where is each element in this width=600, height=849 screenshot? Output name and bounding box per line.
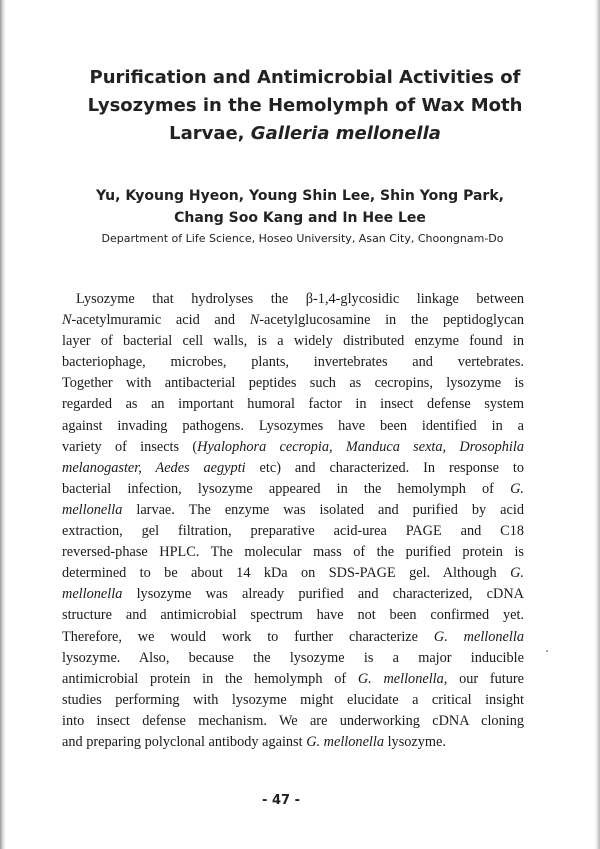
abstract-text: , our future [443, 670, 524, 687]
abstract-italic: mellonella [62, 501, 123, 518]
abstract-italic: G. mellonella [357, 670, 444, 687]
abstract-text: lysozyme. [384, 733, 446, 750]
abstract-line: lysozyme. Also, because the lysozyme is a major inducible [62, 649, 524, 666]
scan-speck [546, 650, 548, 652]
title-species-name: Galleria mellonella [250, 123, 441, 144]
abstract-text: etc) and characterized. In response to [245, 459, 524, 476]
abstract-text: determined to be about 14 kDa on SDS-PAGE gel. Although [62, 565, 497, 582]
abstract-line: Lysozyme that hydrolyses the β-1,4-glycosidic linkage between [76, 291, 524, 307]
abstract-italic: G. [510, 565, 524, 582]
abstract-line [62, 627, 524, 648]
affiliation: Department of Life Science, Hoseo University, Asan City, Choongnam-Do [101, 232, 504, 245]
abstract-text: antimicrobial protein in the hemolymph of [62, 670, 347, 687]
abstract-italic: mellonella [62, 586, 123, 603]
abstract-text: and preparing polyclonal antibody against [62, 733, 303, 750]
abstract-line [62, 458, 524, 479]
abstract-italic: G. mellonella [306, 733, 385, 750]
abstract-line: regarded as an important humoral factor in insect defense system [62, 396, 524, 413]
abstract-line [62, 310, 524, 331]
abstract-italic: N [249, 312, 260, 329]
abstract-line: Together with antibacterial peptides such as cecropins, lysozyme is [62, 375, 524, 392]
abstract-line: structure and antimicrobial spectrum have not been confirmed yet. [62, 607, 524, 624]
abstract-text: -acetylmuramic acid and [71, 312, 236, 329]
abstract-italic: N [62, 312, 72, 329]
title-line-2: Lysozymes in the Hemolymph of Wax Moth [87, 95, 523, 116]
abstract-italic: G. [510, 480, 524, 497]
abstract-body [62, 289, 524, 753]
page-left-edge-shadow [0, 0, 6, 849]
abstract-text: variety of insects ( [62, 438, 198, 455]
abstract-line: against invading pathogens. Lysozymes have been identified in a [62, 417, 524, 434]
abstract-line: layer of bacterial cell walls, is a widely distributed enzyme found in [62, 333, 524, 350]
page-right-edge-shadow [594, 0, 600, 849]
abstract-line [62, 437, 524, 458]
author-list [40, 185, 560, 229]
abstract-italic: Hyalophora cecropia, Manduca sexta, Drosophila [197, 438, 524, 455]
abstract-line: reversed-phase HPLC. The molecular mass of the purified protein is [62, 544, 524, 561]
abstract-italic: G. mellonella [433, 628, 524, 645]
abstract-line [62, 584, 524, 605]
abstract-text: larvae. The enzyme was isolated and purified by acid [122, 501, 524, 518]
abstract-line: studies performing with lysozyme might elucidate a critical insight [62, 691, 524, 708]
abstract-line: into insect defense mechanism. We are underworking cDNA cloning [62, 712, 524, 729]
authors-line-2: Chang Soo Kang and In Hee Lee [174, 210, 426, 226]
abstract-text: Therefore, we would work to further characterize [62, 628, 418, 645]
abstract-line: bacteriophage, microbes, plants, invertebrates and vertebrates. [62, 354, 524, 371]
abstract-line: extraction, gel filtration, preparative acid-urea PAGE and C18 [62, 523, 524, 540]
title-line-3-plain: Larvae, [169, 123, 245, 144]
title-line-3 [40, 120, 570, 148]
paper-title [40, 64, 570, 148]
abstract-line [62, 669, 524, 690]
abstract-text: bacterial infection, lysozyme appeared in the hemolymph of [62, 480, 494, 497]
title-line-1: Purification and Antimicrobial Activities of [89, 67, 521, 88]
abstract-line [62, 732, 524, 753]
abstract-line [62, 500, 524, 521]
abstract-text: lysozyme was already purified and characterized, cDNA [122, 586, 524, 603]
authors-line-1: Yu, Kyoung Hyeon, Young Shin Lee, Shin Yong Park, [96, 188, 504, 204]
page-number: - 47 - [262, 793, 300, 808]
abstract-line [62, 563, 524, 584]
abstract-italic: melanogaster, Aedes aegypti [62, 459, 246, 476]
abstract-line [62, 479, 524, 500]
abstract-text: -acetylglucosamine in the peptidoglycan [259, 312, 524, 329]
